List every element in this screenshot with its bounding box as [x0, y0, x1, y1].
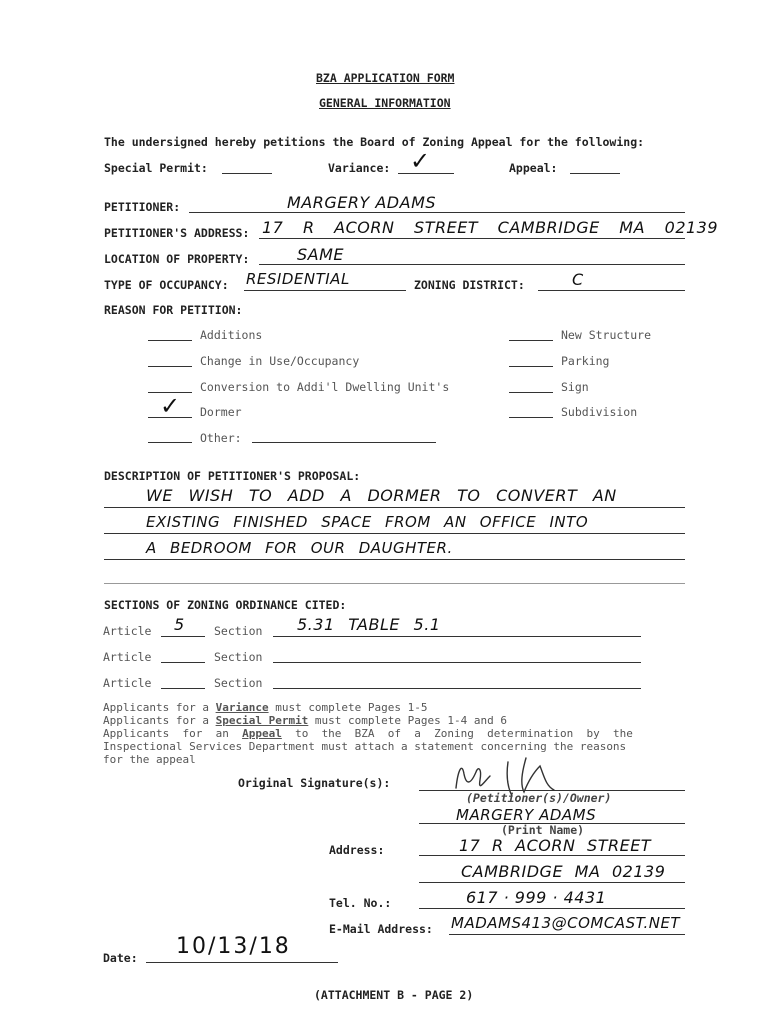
tel-label: Tel. No.:: [329, 896, 392, 910]
article-label-1: Article: [103, 624, 152, 638]
address-field-1[interactable]: [419, 855, 685, 856]
dormer-label: Dormer: [200, 405, 242, 419]
petitioner-address-value: 17 R ACORN STREET CAMBRIDGE MA 02139: [262, 218, 719, 237]
other-checkbox[interactable]: [148, 442, 192, 443]
change-use-checkbox[interactable]: [148, 366, 192, 367]
proposal-text-1: WE WISH TO ADD A DORMER TO CONVERT AN: [146, 486, 617, 505]
appeal-label: Appeal:: [509, 161, 558, 175]
conversion-label: Conversion to Addi'l Dwelling Unit's: [200, 380, 450, 394]
form-subtitle: GENERAL INFORMATION: [319, 96, 451, 110]
date-value: 10/13/18: [176, 934, 291, 959]
appeal-field[interactable]: [570, 173, 620, 174]
section-label-3: Section: [214, 676, 263, 690]
variance-label: Variance:: [328, 161, 391, 175]
additions-checkbox[interactable]: [148, 340, 192, 341]
parking-label: Parking: [561, 354, 610, 368]
special-permit-field[interactable]: [222, 173, 272, 174]
instruction-appeal: Applicants for an Appeal to the BZA of a Zoning determination by the: [103, 727, 633, 740]
tel-value: 617 · 999 · 4431: [466, 888, 607, 907]
signature-label: Original Signature(s):: [238, 776, 391, 790]
date-label: Date:: [103, 951, 138, 965]
proposal-text-3: A BEDROOM FOR OUR DAUGHTER.: [146, 539, 453, 557]
petitioner-address-field[interactable]: [259, 238, 685, 239]
article-label-2: Article: [103, 650, 152, 664]
section-field-3[interactable]: [273, 688, 641, 689]
other-field[interactable]: [252, 442, 436, 443]
occupancy-label: TYPE OF OCCUPANCY:: [104, 278, 229, 292]
article-field-2[interactable]: [161, 662, 205, 663]
petitioner-label: PETITIONER:: [104, 200, 181, 214]
print-name-caption: (Print Name): [501, 823, 585, 837]
location-value: SAME: [297, 245, 345, 264]
date-field[interactable]: [146, 962, 338, 963]
proposal-line-1[interactable]: [104, 507, 685, 508]
address-value-2: CAMBRIDGE MA 02139: [461, 862, 666, 881]
intro-text: The undersigned hereby petitions the Board of Zoning Appeal for the following:: [104, 135, 645, 149]
subdivision-label: Subdivision: [561, 405, 638, 419]
location-field[interactable]: [259, 264, 685, 265]
address-value-1: 17 R ACORN STREET: [459, 836, 652, 855]
sign-label: Sign: [561, 380, 589, 394]
article-field-3[interactable]: [161, 688, 205, 689]
article-field-1[interactable]: [161, 636, 205, 637]
proposal-line-2[interactable]: [104, 533, 685, 534]
sign-checkbox[interactable]: [509, 392, 553, 393]
subdivision-checkbox[interactable]: [509, 417, 553, 418]
proposal-line-3[interactable]: [104, 559, 685, 560]
change-use-label: Change in Use/Occupancy: [200, 354, 360, 368]
instruction-appeal-cont: Inspectional Services Department must attach a statement concerning the reasons: [103, 740, 627, 753]
instruction-appeal-end: for the appeal: [103, 753, 196, 766]
tel-field[interactable]: [419, 908, 685, 909]
instruction-variance: Applicants for a Variance must complete Pages 1-5: [103, 701, 428, 714]
occupancy-value: RESIDENTIAL: [246, 270, 350, 288]
section-field-1[interactable]: [273, 636, 641, 637]
petitioner-value: MARGERY ADAMS: [287, 193, 437, 212]
variance-check-mark: ✓: [410, 147, 431, 175]
sections-label: SECTIONS OF ZONING ORDINANCE CITED:: [104, 598, 347, 612]
email-value: MADAMS413@COMCAST.NET: [451, 914, 681, 932]
reason-label: REASON FOR PETITION:: [104, 303, 243, 317]
page-footer: (ATTACHMENT B - PAGE 2): [314, 988, 474, 1002]
other-label: Other:: [200, 431, 242, 445]
special-permit-label: Special Permit:: [104, 161, 208, 175]
address-label: Address:: [329, 843, 385, 857]
section-value-1: 5.31 TABLE 5.1: [297, 615, 441, 634]
parking-checkbox[interactable]: [509, 366, 553, 367]
new-structure-label: New Structure: [561, 328, 652, 342]
zoning-district-field[interactable]: [538, 290, 685, 291]
section-label-1: Section: [214, 624, 263, 638]
article-value-1: 5: [174, 615, 185, 634]
proposal-line-4[interactable]: [104, 583, 685, 584]
proposal-label: DESCRIPTION OF PETITIONER'S PROPOSAL:: [104, 469, 361, 483]
article-label-3: Article: [103, 676, 152, 690]
section-label-2: Section: [214, 650, 263, 664]
occupancy-field[interactable]: [244, 290, 406, 291]
address-field-2[interactable]: [419, 882, 685, 883]
zoning-district-value: C: [572, 270, 584, 289]
zoning-district-label: ZONING DISTRICT:: [414, 278, 525, 292]
form-title: BZA APPLICATION FORM: [316, 71, 455, 85]
email-field[interactable]: [449, 934, 685, 935]
location-label: LOCATION OF PROPERTY:: [104, 252, 250, 266]
instruction-special-permit: Applicants for a Special Permit must complete Pages 1-4 and 6: [103, 714, 507, 727]
petitioner-field[interactable]: [189, 212, 685, 213]
additions-label: Additions: [200, 328, 263, 342]
print-name-value: MARGERY ADAMS: [456, 806, 597, 824]
dormer-check-mark: ✓: [160, 392, 181, 420]
email-label: E-Mail Address:: [329, 922, 433, 936]
section-field-2[interactable]: [273, 662, 641, 663]
proposal-text-2: EXISTING FINISHED SPACE FROM AN OFFICE INTO: [146, 513, 589, 531]
petitioner-address-label: PETITIONER'S ADDRESS:: [104, 226, 250, 240]
signature-caption: (Petitioner(s)/Owner): [466, 791, 612, 805]
new-structure-checkbox[interactable]: [509, 340, 553, 341]
